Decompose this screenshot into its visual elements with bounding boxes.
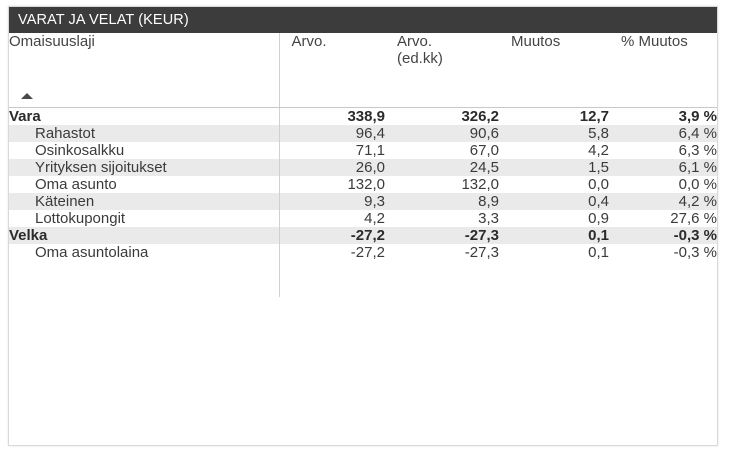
row-label: Osinkosalkku [35, 141, 125, 159]
cell-muutos-pct: 27,6 % [670, 209, 717, 227]
column-header-label: Arvo. [397, 33, 433, 50]
cell-arvo: 26,0 [279, 159, 385, 176]
cell-arvo: 132,0 [279, 176, 385, 193]
table-row[interactable] [9, 159, 717, 176]
table-row[interactable] [9, 142, 717, 159]
cell-muutos-pct: 0,0 % [678, 175, 717, 193]
cell-arvo: 4,2 [279, 210, 385, 227]
cell-arvo: 96,4 [279, 125, 385, 142]
cell-arvo-edkk: 132,0 [461, 175, 499, 193]
cell-arvo: -27,2 [279, 244, 385, 261]
cell-muutos-pct: 4,2 % [609, 193, 717, 210]
filler-cell [9, 261, 279, 297]
table-row[interactable] [9, 244, 717, 261]
cell-muutos-pct: 6,4 % [609, 125, 717, 142]
table-row[interactable] [9, 176, 717, 193]
cell-arvo-edkk: -27,3 [385, 227, 499, 244]
table-row[interactable] [9, 125, 717, 142]
cell-arvo-edkk: 326,2 [385, 107, 499, 125]
row-label: Oma asuntolaina [35, 243, 149, 261]
cell-arvo: -27,2 [279, 227, 385, 244]
column-header-label: Omaisuuslaji [9, 33, 95, 50]
row-label: Velka [9, 227, 279, 244]
row-label: Yrityksen sijoitukset [9, 159, 279, 176]
cell-arvo-edkk: 8,9 [385, 193, 499, 210]
table-row[interactable] [9, 193, 717, 210]
column-header-arvo[interactable] [279, 33, 385, 107]
cell-arvo-edkk: 90,6 [385, 125, 499, 142]
cell-muutos-pct: -0,3 % [609, 227, 717, 244]
table-header-row [9, 33, 717, 107]
sort-ascending-arrow-icon[interactable] [21, 93, 33, 99]
table-row[interactable] [9, 227, 717, 244]
cell-muutos: 0,1 [588, 243, 609, 261]
cell-muutos: 0,0 [588, 175, 609, 193]
row-label: Oma asunto [35, 175, 117, 193]
cell-arvo-edkk: 3,3 [478, 209, 499, 227]
table-row[interactable] [9, 107, 717, 125]
cell-muutos: 5,8 [499, 125, 609, 142]
column-header-muutos-pct[interactable] [609, 33, 717, 107]
cell-muutos: 12,7 [499, 107, 609, 125]
column-header-sublabel: (ed.kk) [397, 50, 443, 67]
row-label: Rahastot [9, 125, 279, 142]
row-label: Käteinen [9, 193, 279, 210]
cell-arvo: 71,1 [279, 142, 385, 159]
cell-arvo: 9,3 [279, 193, 385, 210]
column-header-label: Muutos [511, 33, 561, 50]
column-header-muutos[interactable] [499, 33, 609, 107]
filler-cell [609, 261, 717, 297]
filler-cell [279, 261, 385, 297]
cell-muutos: 0,4 [499, 193, 609, 210]
cell-arvo: 338,9 [279, 107, 385, 125]
cell-muutos: 0,9 [588, 209, 609, 227]
column-header-omaisuuslaji[interactable] [9, 33, 279, 107]
cell-muutos-pct: 3,9 % [609, 107, 717, 125]
filler-cell [499, 261, 609, 297]
varat-ja-velat-card [8, 6, 718, 446]
card-title: VARAT JA VELAT (KEUR) [9, 7, 717, 33]
cell-muutos-pct: -0,3 % [673, 243, 717, 261]
cell-arvo-edkk: 67,0 [469, 141, 499, 159]
filler-cell [385, 261, 499, 297]
cell-muutos: 4,2 [588, 141, 609, 159]
column-header-label: % Muutos [621, 33, 688, 50]
row-label: Vara [9, 107, 279, 125]
cell-muutos: 1,5 [499, 159, 609, 176]
cell-arvo-edkk: -27,3 [464, 243, 499, 261]
row-label: Lottokupongit [35, 209, 126, 227]
cell-arvo-edkk: 24,5 [385, 159, 499, 176]
table-body [9, 107, 717, 297]
column-header-label: Arvo. [291, 33, 327, 50]
assets-liabilities-table [9, 33, 717, 297]
cell-muutos-pct: 6,1 % [609, 159, 717, 176]
table-filler-row [9, 261, 717, 297]
table-row[interactable] [9, 210, 717, 227]
cell-muutos: 0,1 [499, 227, 609, 244]
column-header-arvo-edkk[interactable] [385, 33, 499, 107]
cell-muutos-pct: 6,3 % [678, 141, 717, 159]
